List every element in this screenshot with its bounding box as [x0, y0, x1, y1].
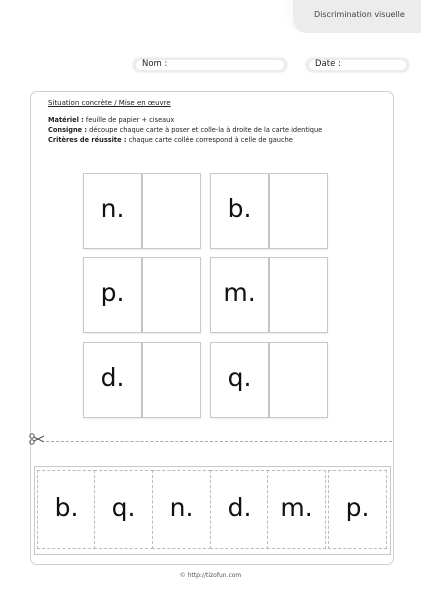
model-card-1 — [83, 173, 142, 249]
cut-line — [46, 441, 392, 442]
model-card-2 — [210, 173, 269, 249]
cutout-letter: m. — [280, 493, 313, 522]
model-letter: p. — [100, 277, 125, 307]
cutout-card-2[interactable] — [94, 470, 153, 549]
cutout-card-1[interactable] — [37, 470, 96, 549]
cutout-card-6[interactable] — [328, 470, 387, 549]
target-slot-4[interactable] — [269, 257, 328, 333]
name-field[interactable] — [133, 58, 287, 72]
cutout-letter: d. — [227, 493, 252, 522]
consigne-line — [48, 126, 322, 134]
cutout-letter: n. — [169, 493, 194, 522]
consigne-label: Consigne : — [48, 126, 88, 134]
model-letter: q. — [227, 362, 252, 392]
cutout-letter: q. — [111, 493, 136, 522]
model-letter: m. — [223, 277, 256, 307]
cutout-letter: b. — [54, 493, 79, 522]
target-slot-1[interactable] — [142, 173, 201, 249]
model-card-5 — [83, 342, 142, 418]
model-card-3 — [83, 257, 142, 333]
cutout-letter: p. — [345, 493, 370, 522]
criteres-label: Critères de réussite : — [48, 136, 127, 144]
date-label: Date : — [315, 59, 341, 69]
situation-heading: Situation concrète / Mise en œuvre — [48, 99, 171, 107]
model-card-6 — [210, 342, 269, 418]
model-letter: n. — [100, 193, 125, 223]
criteres-text: chaque carte collée correspond à celle de gauche — [126, 136, 293, 144]
target-slot-5[interactable] — [142, 342, 201, 418]
name-label: Nom : — [142, 59, 168, 69]
target-slot-2[interactable] — [269, 173, 328, 249]
consigne-text: découpe chaque carte à poser et colle-la à droite de la carte identique — [87, 126, 323, 134]
criteres-line — [48, 136, 293, 144]
date-field[interactable] — [306, 58, 409, 72]
scissors-icon — [29, 431, 45, 445]
materiel-line — [48, 116, 174, 124]
target-slot-6[interactable] — [269, 342, 328, 418]
cutout-card-5[interactable] — [267, 470, 326, 549]
footer-copyright: © http://tizofun.com — [179, 572, 242, 579]
model-card-4 — [210, 257, 269, 333]
materiel-label: Matériel : — [48, 116, 84, 124]
model-letter: b. — [227, 193, 252, 223]
cutout-card-4[interactable] — [210, 470, 269, 549]
model-letter: d. — [100, 362, 125, 392]
title-banner — [293, 0, 421, 33]
target-slot-3[interactable] — [142, 257, 201, 333]
banner-title: Discrimination visuelle — [314, 10, 405, 19]
materiel-text: feuille de papier + ciseaux — [83, 116, 175, 124]
cutout-card-3[interactable] — [152, 470, 211, 549]
